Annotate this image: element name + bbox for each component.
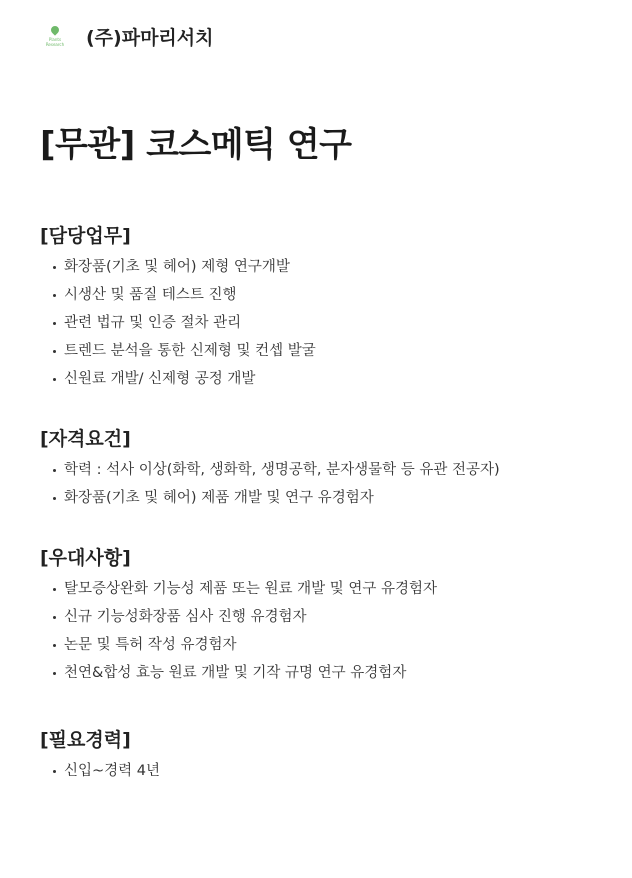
bullet-dot-icon xyxy=(53,266,56,269)
company-logo-icon xyxy=(44,22,66,50)
experience-list xyxy=(40,757,610,785)
list-item-text: 신규 기능성화장품 심사 진행 유경험자 xyxy=(64,609,307,625)
list-item xyxy=(40,757,610,785)
bullet-dot-icon xyxy=(53,294,56,297)
bullet-dot-icon xyxy=(53,672,56,675)
list-item-text: 탈모증상완화 기능성 제품 또는 원료 개발 및 연구 유경험자 xyxy=(64,581,438,597)
list-item-text: 논문 및 특허 작성 유경험자 xyxy=(64,637,237,653)
section-heading: [자격요건] xyxy=(40,428,131,450)
bullet-dot-icon xyxy=(53,469,56,472)
leaf-icon xyxy=(49,24,60,35)
list-item-text: 천연&합성 효능 원료 개발 및 기작 규명 연구 유경험자 xyxy=(64,665,407,681)
qualifications-list xyxy=(40,456,610,512)
section-preferred xyxy=(40,545,610,687)
bullet-dot-icon xyxy=(53,588,56,591)
list-item-text: 화장품(기초 및 헤어) 제품 개발 및 연구 유경험자 xyxy=(64,490,374,506)
page-title: [무관] 코스메틱 연구 xyxy=(40,125,352,165)
logo-text-line2: Research xyxy=(45,41,65,47)
list-item xyxy=(40,659,610,687)
list-item-text: 신입~경력 4년 xyxy=(64,763,161,779)
bullet-dot-icon xyxy=(53,770,56,773)
list-item xyxy=(40,337,610,365)
list-item xyxy=(40,253,610,281)
list-item-text: 트렌드 분석을 통한 신제형 및 컨셉 발굴 xyxy=(64,343,316,359)
section-required-experience xyxy=(40,727,610,785)
preferred-list xyxy=(40,575,610,687)
list-item-text: 신원료 개발/ 신제형 공정 개발 xyxy=(64,371,256,387)
list-item xyxy=(40,484,610,512)
bullet-dot-icon xyxy=(53,350,56,353)
list-item-text: 관련 법규 및 인증 절차 관리 xyxy=(64,315,242,331)
list-item xyxy=(40,281,610,309)
bullet-dot-icon xyxy=(53,616,56,619)
list-item-text: 시생산 및 품질 테스트 진행 xyxy=(64,287,237,303)
section-heading: [필요경력] xyxy=(40,729,131,751)
bullet-dot-icon xyxy=(53,644,56,647)
logo-text-line1: Plants xyxy=(48,36,62,42)
list-item xyxy=(40,456,610,484)
list-item xyxy=(40,631,610,659)
company-header xyxy=(44,22,214,50)
company-name: (주)파마리서치 xyxy=(86,26,214,49)
duties-list xyxy=(40,253,610,393)
list-item xyxy=(40,575,610,603)
section-qualifications xyxy=(40,426,610,512)
list-item xyxy=(40,365,610,393)
list-item xyxy=(40,603,610,631)
bullet-dot-icon xyxy=(53,322,56,325)
section-heading: [우대사항] xyxy=(40,547,131,569)
bullet-dot-icon xyxy=(53,497,56,500)
list-item-text: 학력 : 석사 이상(화학, 생화학, 생명공학, 분자생물학 등 유관 전공자) xyxy=(64,462,500,478)
section-heading: [담당업무] xyxy=(40,225,131,247)
bullet-dot-icon xyxy=(53,378,56,381)
list-item xyxy=(40,309,610,337)
list-item-text: 화장품(기초 및 헤어) 제형 연구개발 xyxy=(64,259,290,275)
section-duties xyxy=(40,223,610,393)
